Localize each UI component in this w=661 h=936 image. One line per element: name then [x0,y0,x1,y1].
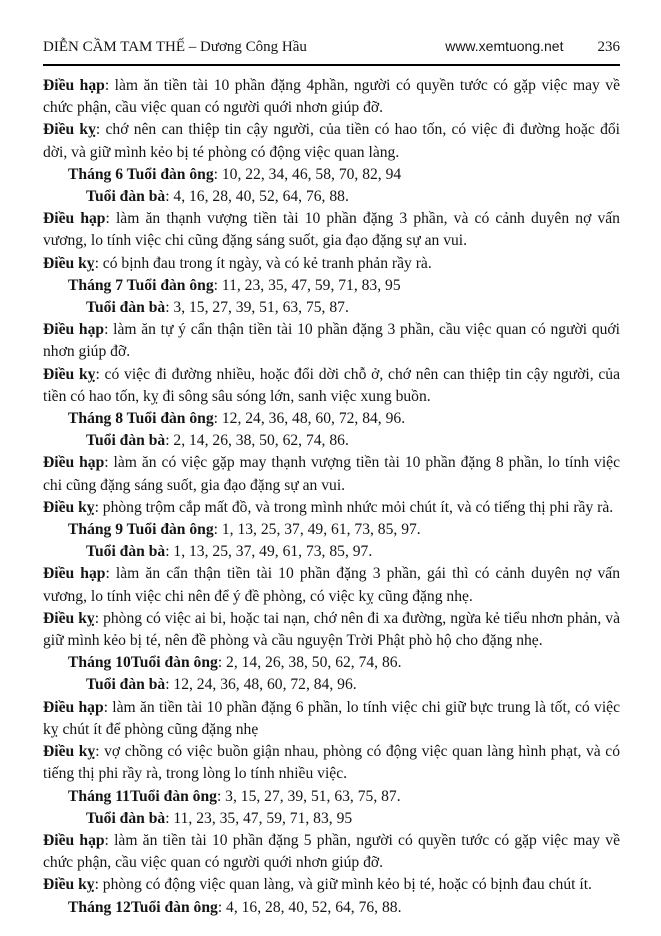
month-women-line [86,430,620,452]
dieu-hap-label: Điều hạp [43,210,106,228]
dieu-hap-label: Điều hạp [43,831,105,849]
month-men-numbers: : 3, 15, 27, 39, 51, 63, 75, 87. [216,787,401,805]
dieu-ky-label: Điều kỵ [43,254,95,272]
month-women-line [86,808,620,830]
dieu-ky-paragraph [43,253,620,275]
dieu-ky-label: Điều kỵ [43,876,95,894]
page-header [43,36,620,57]
website-url: www.xemtuong.net [445,38,564,54]
month-men-numbers: : 11, 23, 35, 47, 59, 71, 83, 95 [213,276,401,294]
dieu-hap-text: : làm ăn tiền tài 10 phần đặng 4phần, người có quyền tước có gặp việc may về chức phận, cầu việc quan có người quới nhơn giúp đỡ. [43,77,620,117]
dieu-ky-paragraph [43,497,620,519]
month-women-label: Tuổi đàn bà [86,543,166,561]
month-women-label: Tuổi đàn bà [86,299,166,317]
dieu-hap-paragraph [43,697,620,741]
month-men-line [68,786,620,808]
dieu-hap-text: : làm ăn tiền tài 10 phần đặng 5 phần, người có quyền tước có gặp việc may về chức phận, cầu việc quan có người quới nhơn giúp đỡ. [43,831,620,872]
month-women-numbers: : 12, 24, 36, 48, 60, 72, 84, 96. [165,676,357,694]
month-women-label: Tuổi đàn bà [86,188,166,206]
dieu-ky-text: : có bịnh đau trong ít ngày, và có kẻ tranh phản rầy rà. [94,254,432,272]
month-women-numbers: : 4, 16, 28, 40, 52, 64, 76, 88. [165,188,349,206]
month-men-numbers: : 1, 13, 25, 37, 49, 61, 73, 85, 97. [213,521,421,539]
month-men-label: Tháng 8 Tuổi đàn ông [68,410,214,428]
dieu-hap-text: : làm ăn tự ý cẩn thận tiền tài 10 phần đặng 3 phần, cầu việc quan có người quới nhơn giúp đỡ. [43,321,620,361]
dieu-ky-text: : có việc đi đường nhiều, hoặc đổi dời chỗ ở, chớ nên can thiệp tin cậy người, của tiền có hao tốn, kỵ đi sông sâu sóng lớn, sanh việc xung buồn. [43,365,620,405]
dieu-ky-paragraph [43,741,620,785]
dieu-ky-label: Điều kỵ [43,609,95,627]
month-men-numbers: : 12, 24, 36, 48, 60, 72, 84, 96. [213,410,406,428]
month-men-numbers: : 4, 16, 28, 40, 52, 64, 76, 88. [217,898,402,916]
month-men-line [68,652,620,674]
month-men-line [68,897,620,919]
dieu-hap-paragraph [43,830,620,874]
month-men-numbers: : 2, 14, 26, 38, 50, 62, 74, 86. [217,654,402,672]
month-women-line [86,297,620,319]
month-women-numbers: : 3, 15, 27, 39, 51, 63, 75, 87. [165,299,349,317]
month-women-label: Tuổi đàn bà [86,676,166,694]
dieu-ky-paragraph [43,608,620,652]
month-women-numbers: : 11, 23, 35, 47, 59, 71, 83, 95 [165,809,353,827]
month-men-line [68,275,620,297]
dieu-hap-text: : làm ăn cẩn thận tiền tài 10 phần đặng 3 phần, gái thì có cảnh duyên nợ vấn vương, lo tính việc chi nên để ý đề phòng, có việc kỵ cũng đặng nhẹ. [43,565,620,605]
dieu-hap-paragraph [43,208,620,252]
dieu-hap-paragraph [43,75,620,119]
dieu-ky-label: Điều kỵ [43,498,95,516]
dieu-ky-text: : vợ chồng có việc buồn giận nhau, phòng có động việc quan làng hình phạt, và có tiếng thị phi rầy rà, trong lòng lo tính nhiều việc. [43,743,620,783]
dieu-ky-paragraph [43,364,620,408]
month-women-line [86,186,620,208]
dieu-hap-label: Điều hạp [43,454,105,472]
month-men-line [68,164,620,186]
month-women-label: Tuổi đàn bà [86,432,166,450]
month-women-line [86,674,620,696]
header-divider [43,64,620,66]
month-men-label: Tháng 7 Tuổi đàn ông [68,276,214,294]
dieu-hap-paragraph [43,452,620,496]
dieu-ky-text: : phòng trộm cắp mất đồ, và trong mình nhức mỏi chút ít, và có tiếng thị phi rầy rà. [94,498,614,516]
dieu-hap-label: Điều hạp [43,698,104,716]
dieu-hap-paragraph [43,319,620,363]
dieu-hap-label: Điều hạp [43,565,106,583]
month-men-label: Tháng 6 Tuổi đàn ông [68,165,214,183]
month-men-line [68,519,620,541]
dieu-hap-label: Điều hạp [43,321,105,339]
month-men-label: Tháng 9 Tuổi đàn ông [68,521,214,539]
dieu-ky-paragraph [43,874,620,896]
book-title: DIỄN CẦM TAM THẾ – Dương Công Hầu [43,39,307,55]
month-men-label: Tháng 12Tuổi đàn ông [68,898,218,916]
month-women-line [86,541,620,563]
dieu-ky-text: : phòng có việc ai bi, hoặc tai nạn, chớ nên đi xa đường, ngừa kẻ tiểu nhơn phản, và giữ mình kẻo bị té, nên đề phòng và cầu nguyện Trời Phật phò hộ cho đặng nhẹ. [43,609,620,650]
month-men-label: Tháng 10Tuổi đàn ông [68,654,218,672]
dieu-hap-text: : làm ăn có việc gặp may thạnh vượng tiền tài 10 phần đặng 8 phần, lo tính việc chi cũng đặng sáng suốt, gia đạo đặng sự an vui. [43,454,620,494]
dieu-ky-text: : chớ nên can thiệp tin cậy người, của tiền có hao tốn, có việc đi đường hoặc đổi dời, và giữ mình kẻo bị té phòng có động việc quan làng. [43,121,620,161]
dieu-hap-paragraph [43,563,620,607]
dieu-ky-text: : phòng có động việc quan làng, và giữ mình kẻo bị té, hoặc có bịnh đau chút ít. [94,876,592,894]
dieu-hap-text: : làm ăn tiền tài 10 phần đặng 6 phần, lo tính việc chi giữ bực trung là tốt, có việc kỵ chút ít để phòng cũng đặng nhẹ [43,698,620,738]
dieu-ky-label: Điều kỵ [43,743,96,761]
month-men-line [68,408,620,430]
dieu-ky-paragraph [43,119,620,163]
month-women-numbers: : 2, 14, 26, 38, 50, 62, 74, 86. [165,432,349,450]
month-women-label: Tuổi đàn bà [86,809,166,827]
month-men-numbers: : 10, 22, 34, 46, 58, 70, 82, 94 [213,165,402,183]
dieu-hap-text: : làm ăn thạnh vượng tiền tài 10 phần đặng 3 phần, và có cảnh duyên nợ vấn vương, lo tính việc chi cũng đặng sáng suốt, gia đạo đặng sự an vui. [43,210,620,250]
page-number: 236 [597,39,620,55]
month-men-label: Tháng 11Tuổi đàn ông [68,787,217,805]
dieu-ky-label: Điều kỵ [43,121,96,139]
page-body [43,75,620,919]
dieu-ky-label: Điều kỵ [43,365,96,383]
month-women-numbers: : 1, 13, 25, 37, 49, 61, 73, 85, 97. [165,543,373,561]
dieu-hap-label: Điều hạp [43,77,105,94]
